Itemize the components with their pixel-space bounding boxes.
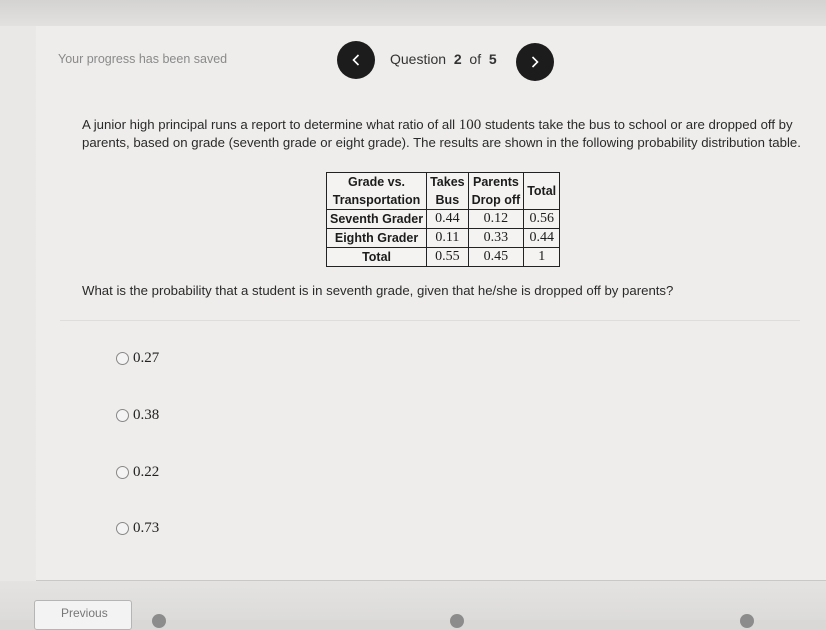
question-text-part1: A junior high principal runs a report to determine what ratio of all [82, 117, 459, 132]
cell-parents: 0.12 [468, 210, 524, 229]
previous-question-button[interactable] [337, 41, 375, 79]
radio-button[interactable] [116, 466, 129, 479]
next-question-button[interactable] [516, 43, 554, 81]
header-drop-off: Drop off [468, 191, 524, 210]
question-counter [390, 51, 497, 67]
cell-bus: 0.44 [427, 210, 469, 229]
answer-option-2[interactable] [116, 407, 159, 424]
table-row [327, 248, 560, 267]
pagination-dot[interactable] [450, 614, 464, 628]
table-header-row-1 [327, 173, 560, 192]
question-number: 2 [453, 51, 462, 67]
question-prompt: What is the probability that a student is in seventh grade, given that he/she is dropped off by parents? [82, 283, 674, 298]
header-parents: Parents [468, 173, 524, 192]
quiz-card [36, 26, 826, 581]
divider [60, 320, 800, 321]
table-row [327, 210, 560, 229]
radio-button[interactable] [116, 409, 129, 422]
question-text-part2: students take the bus to school or are dropped off by parents, based on grade (seventh grade or eight grade). The results are shown in the following probability distribution table. [82, 117, 801, 150]
of-label: of [469, 51, 482, 67]
header-transportation: Transportation [327, 191, 427, 210]
top-bezel [0, 0, 826, 26]
cell-bus: 0.11 [427, 229, 469, 248]
chevron-right-icon [528, 55, 542, 69]
header-total: Total [524, 173, 560, 210]
cell-total: 0.56 [524, 210, 560, 229]
option-label: 0.22 [133, 464, 160, 480]
header-grade: Grade vs. [327, 173, 427, 192]
answer-option-3[interactable] [116, 464, 159, 481]
row-label: Seventh Grader [327, 210, 427, 229]
cell-parents: 0.45 [468, 248, 524, 267]
probability-table [326, 172, 560, 267]
option-label: 0.73 [133, 520, 160, 536]
radio-button[interactable] [116, 522, 129, 535]
pagination-dot[interactable] [152, 614, 166, 628]
cell-total: 1 [524, 248, 560, 267]
table-row [327, 229, 560, 248]
question-total: 5 [488, 51, 497, 67]
option-label: 0.38 [133, 407, 160, 423]
question-label: Question [390, 51, 447, 67]
progress-status: Your progress has been saved [58, 52, 228, 66]
radio-button[interactable] [116, 352, 129, 365]
question-text-number: 100 [458, 117, 482, 133]
cell-total: 0.44 [524, 229, 560, 248]
option-label: 0.27 [133, 350, 160, 366]
header-bus: Bus [427, 191, 469, 210]
answer-option-4[interactable] [116, 520, 159, 537]
row-label: Eighth Grader [327, 229, 427, 248]
header-takes: Takes [427, 173, 469, 192]
answer-option-1[interactable] [116, 350, 159, 367]
row-label: Total [327, 248, 427, 267]
previous-button[interactable]: Previous [34, 600, 132, 630]
cell-parents: 0.33 [468, 229, 524, 248]
cell-bus: 0.55 [427, 248, 469, 267]
question-text [82, 116, 807, 151]
chevron-left-icon [349, 53, 363, 67]
pagination-dot[interactable] [740, 614, 754, 628]
